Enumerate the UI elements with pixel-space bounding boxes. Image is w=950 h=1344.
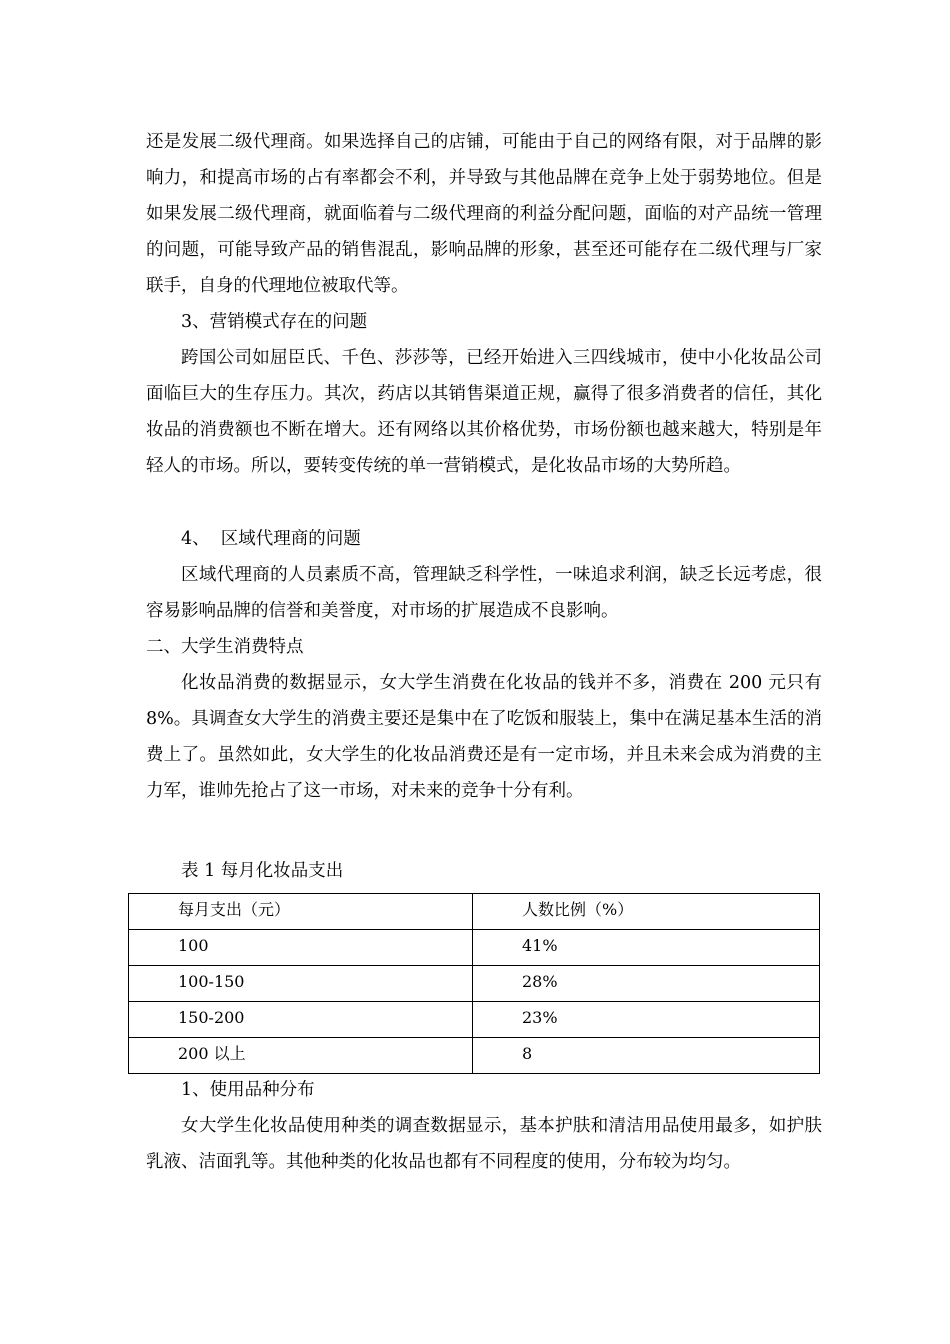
paragraph-usage-distribution: 女大学生化妆品使用种类的调查数据显示，基本护肤和清洁用品使用最多，如护肤乳液、洁面乳等。其他种类的化妆品也都有不同程度的使用，分布较为均匀。 bbox=[146, 1116, 822, 1172]
monthly-spending-table bbox=[128, 893, 820, 1074]
heading-student-consumption: 二、大学生消费特点 bbox=[146, 637, 304, 657]
table-cell: 8 bbox=[473, 1038, 820, 1074]
table-header-cell: 人数比例（%） bbox=[473, 894, 820, 930]
paragraph-marketing-model: 跨国公司如屈臣氏、千色、莎莎等，已经开始进入三四线城市，使中小化妆品公司面临巨大的生存压力。其次，药店以其销售渠道正规，赢得了很多消费者的信任，其化妆品的消费额也不断在增大。还有网络以其价格优势，市场份额也越来越大，特别是年轻人的市场。所以，要转变传统的单一营销模式，是化妆品市场的大势所趋。 bbox=[146, 348, 822, 476]
table-row bbox=[129, 966, 820, 1002]
table-cell: 28% bbox=[473, 966, 820, 1002]
table-cell: 100-150 bbox=[129, 966, 473, 1002]
table-header-cell: 每月支出（元） bbox=[129, 894, 473, 930]
table-cell: 100 bbox=[129, 930, 473, 966]
table-cell: 23% bbox=[473, 1002, 820, 1038]
heading-usage-distribution: 1、使用品种分布 bbox=[181, 1080, 315, 1100]
table-header-row bbox=[129, 894, 820, 930]
heading-marketing-model: 3、营销模式存在的问题 bbox=[181, 312, 368, 332]
table-caption: 表 1 每月化妆品支出 bbox=[181, 861, 344, 881]
table-cell: 150-200 bbox=[129, 1002, 473, 1038]
table-row bbox=[129, 1002, 820, 1038]
paragraph-regional-agents: 区域代理商的人员素质不高，管理缺乏科学性，一味追求利润，缺乏长远考虑，很容易影响品牌的信誉和美誉度，对市场的扩展造成不良影响。 bbox=[146, 565, 822, 621]
table-cell: 200 以上 bbox=[129, 1038, 473, 1074]
table-cell: 41% bbox=[473, 930, 820, 966]
table-row bbox=[129, 1038, 820, 1074]
paragraph-secondary-agents: 还是发展二级代理商。如果选择自己的店铺，可能由于自己的网络有限，对于品牌的影响力，和提高市场的占有率都会不利，并导致与其他品牌在竞争上处于弱势地位。但是如果发展二级代理商，就面临着与二级代理商的利益分配问题，面临的对产品统一管理的问题，可能导致产品的销售混乱，影响品牌的形象，甚至还可能存在二级代理与厂家联手，自身的代理地位被取代等。 bbox=[146, 132, 822, 296]
paragraph-student-consumption: 化妆品消费的数据显示，女大学生消费在化妆品的钱并不多，消费在 200 元只有 8%。具调查女大学生的消费主要还是集中在了吃饭和服装上，集中在满足基本生活的消费上了。虽然如此，女大学生的化妆品消费还是有一定市场，并且未来会成为消费的主力军，谁帅先抢占了这一市场，对未来的竞争十分有利。 bbox=[146, 673, 822, 801]
heading-regional-agents: 4、 区域代理商的问题 bbox=[181, 529, 361, 549]
table-row bbox=[129, 930, 820, 966]
